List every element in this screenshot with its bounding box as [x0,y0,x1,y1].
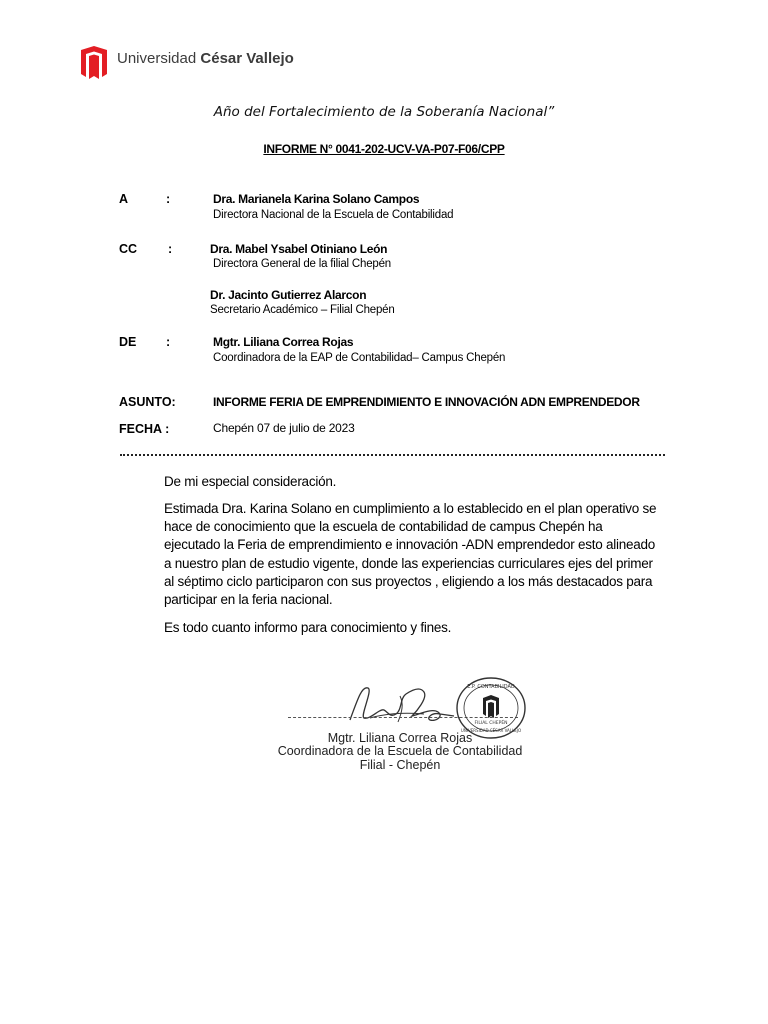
svg-text:FILIAL CHEPÉN: FILIAL CHEPÉN [474,721,508,726]
date-text: Chepén 07 de julio de 2023 [213,421,355,435]
signer-place: Filial - Chepén [359,758,441,772]
signer-role: Coordinadora de la Escuela de Contabilidad [277,744,523,758]
subject-label: ASUNTO: [119,395,176,409]
to-colon: : [166,192,171,206]
cc1-name: Dra. Mabel Ysabel Otiniano León [210,242,388,256]
university-name [117,50,294,67]
greeting: De mi especial consideración. [164,474,337,489]
cc2-name: Dr. Jacinto Gutierrez Alarcon [210,288,367,302]
from-name: Mgtr. Liliana Correa Rojas [213,335,354,349]
from-colon: : [166,335,171,349]
svg-text:E.P. CONTABILIDAD: E.P. CONTABILIDAD [467,684,515,690]
svg-text:UNIVERSIDAD CÉSAR VALLEJO: UNIVERSIDAD CÉSAR VALLEJO [460,728,522,733]
signer-name: Mgtr. Liliana Correa Rojas [327,731,473,745]
report-number: INFORME N° 0041-202-UCV-VA-P07-F06/CPP [263,142,505,156]
date-label: FECHA : [119,422,170,436]
cc-label: CC [119,242,138,256]
university-logo [80,46,340,80]
to-role: Directora Nacional de la Escuela de Contabilidad [213,209,454,221]
cc2-role: Secretario Académico – Filial Chepén [210,304,395,316]
from-role: Coordinadora de la EAP de Contabilidad– Campus Chepén [213,352,506,364]
cc1-role: Directora General de la filial Chepén [213,258,391,270]
handwritten-signature [340,678,460,728]
body-paragraph: Estimada Dra. Karina Solano en cumplimiento a lo establecido en el plan operativo se hace de conocimiento que la escuela de contabilidad de campus Chepén ha ejecutado la Feria de emprendimiento e innovación -ADN emprendedor esto alineado a nuestro plan de estudio vigente, donde las experiencias curriculares ejes del primer al séptimo ciclo participaron con sus proyectos , eligiendo a los más destacados para participar en la feria nacional. [164,501,657,608]
from-label: DE [119,335,137,349]
dotted-separator [120,450,665,456]
ucv-shield-icon [80,46,108,79]
subject-text: INFORME FERIA DE EMPRENDIMIENTO E INNOVACIÓN ADN EMPRENDEDOR [213,395,640,409]
closing-line: Es todo cuanto informo para conocimiento y fines. [164,620,452,635]
logo-text-regular: Universidad [117,50,197,67]
to-name: Dra. Marianela Karina Solano Campos [213,192,420,206]
logo-text-bold: César Vallejo [200,50,294,67]
to-label: A [119,192,129,206]
cc-colon: : [168,242,173,256]
year-title: Año del Fortalecimiento de la Soberanía Nacional” [213,104,555,120]
